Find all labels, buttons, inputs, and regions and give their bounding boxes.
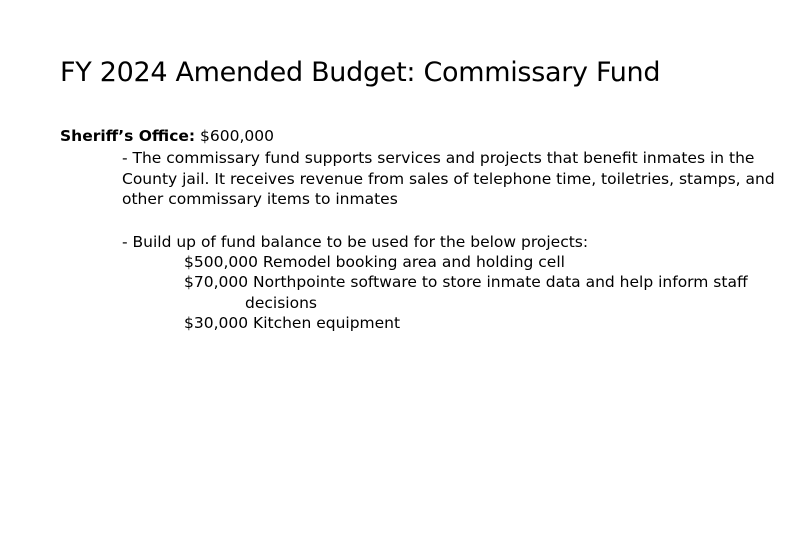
section-heading-amount: $600,000	[200, 127, 275, 145]
projects-intro: - Build up of fund balance to be used for the below projects:	[122, 233, 589, 251]
project-item-text: $30,000 Kitchen equipment	[184, 314, 401, 332]
project-item	[184, 272, 774, 313]
project-item	[184, 313, 400, 334]
project-item	[184, 252, 565, 273]
project-item-continuation: decisions	[245, 293, 317, 312]
fund-description: - The commissary fund supports services and projects that benefit inmates in the County jail. It receives revenue from sales of telephone time, toiletries, stamps, and other commissary items to inmates	[122, 149, 775, 208]
slide-title: FY 2024 Amended Budget: Commissary Fund	[60, 57, 661, 88]
section-heading-label: Sheriff’s Office:	[60, 127, 196, 145]
section-heading	[60, 126, 274, 147]
project-item-text: $70,000 Northpointe software to store inmate data and help inform staff	[184, 273, 748, 291]
project-item-text: $500,000 Remodel booking area and holding cell	[184, 253, 565, 271]
